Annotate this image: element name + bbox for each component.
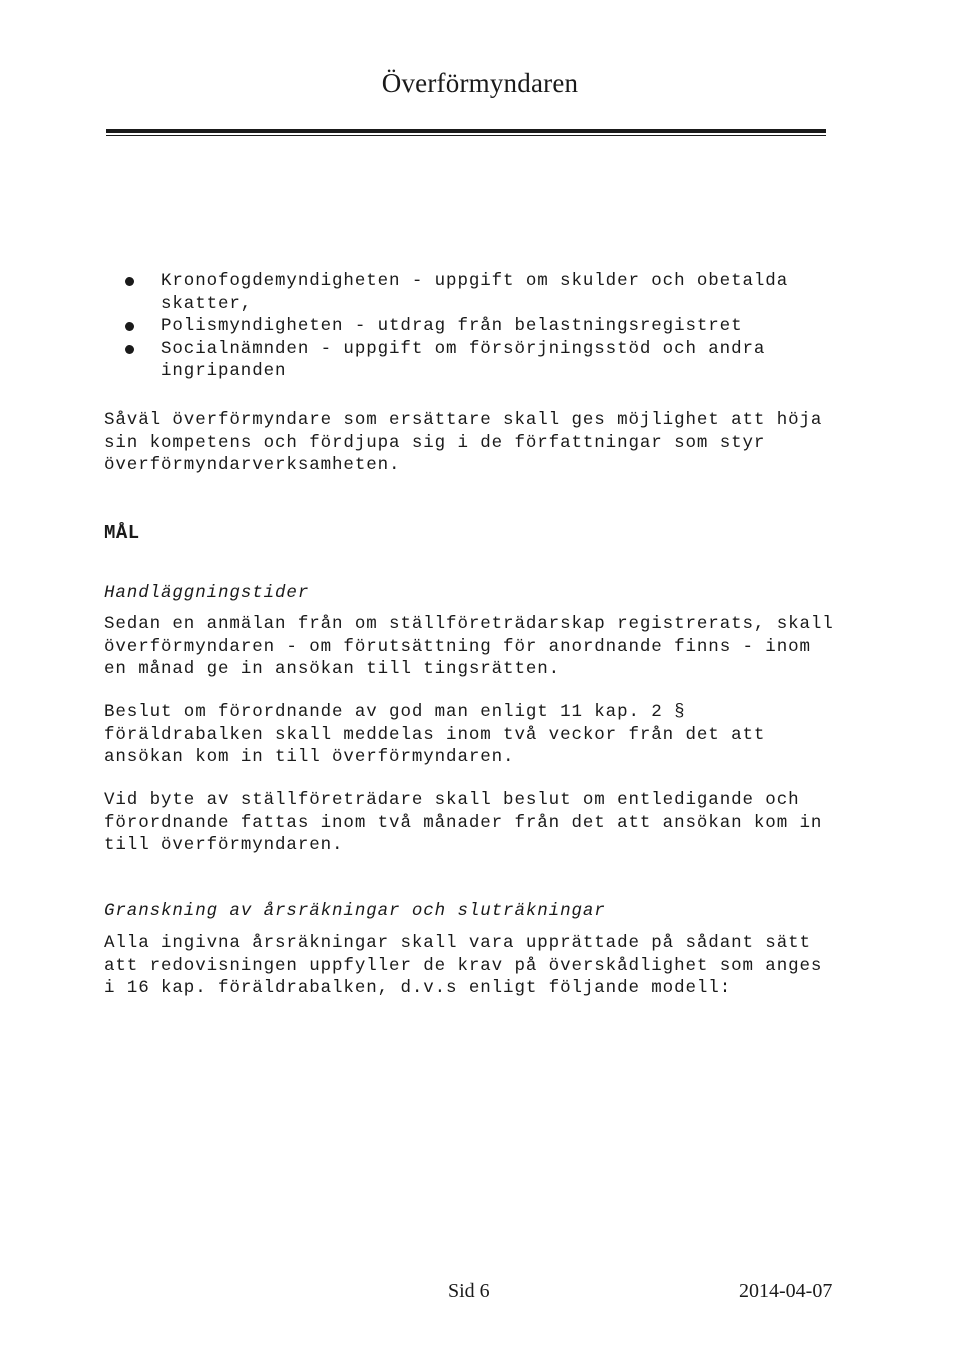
subsection-title: Granskning av årsräkningar och sluträkningar	[104, 901, 606, 921]
footer-date: 2014-04-07	[739, 1280, 833, 1302]
list-item-text: Kronofogdemyndigheten - uppgift om skulder och obetalda skatter,	[161, 271, 789, 314]
page-title: Överförmyndaren	[381, 68, 579, 99]
header-rule-thick	[106, 129, 826, 133]
bullet-icon	[125, 277, 134, 286]
intro-paragraph: Såväl överförmyndare som ersättare skall ges möjlighet att höja sin kompetens och fördjupa sig i de författningar som styr överförmyndarverksamheten.	[104, 410, 823, 475]
paragraph: Beslut om förordnande av god man enligt 11 kap. 2 § föräldrabalken skall meddelas inom två veckor från det att ansökan kom in till överförmyndaren.	[104, 702, 766, 767]
header-rule-thin	[106, 135, 826, 136]
list-item	[104, 270, 824, 315]
bullet-icon	[125, 345, 134, 354]
paragraph: Sedan en anmälan från om ställföreträdarskap registrerats, skall överförmyndaren - om förutsättning för anordnande finns - inom en månad ge in ansökan till tingsrätten.	[104, 614, 834, 679]
page-number: Sid 6	[448, 1280, 490, 1302]
paragraph: Vid byte av ställföreträdare skall beslut om entledigande och förordnande fattas inom två månader från det att ansökan kom in till överförmyndaren.	[104, 790, 823, 855]
list-item	[104, 315, 824, 338]
paragraph: Alla ingivna årsräkningar skall vara upprättade på sådant sätt att redovisningen uppfyller de krav på överskådlighet som anges i 16 kap. föräldrabalken, d.v.s enligt följande modell:	[104, 933, 823, 998]
list-item	[104, 338, 824, 383]
list-item-text: Socialnämnden - uppgift om försörjningsstöd och andra ingripanden	[161, 338, 766, 381]
bullet-list	[104, 270, 824, 383]
section-heading: MÅL	[104, 522, 140, 544]
bullet-icon	[125, 322, 134, 331]
subsection-title: Handläggningstider	[104, 583, 310, 603]
list-item-text: Polismyndigheten - utdrag från belastningsregistret	[161, 316, 743, 336]
